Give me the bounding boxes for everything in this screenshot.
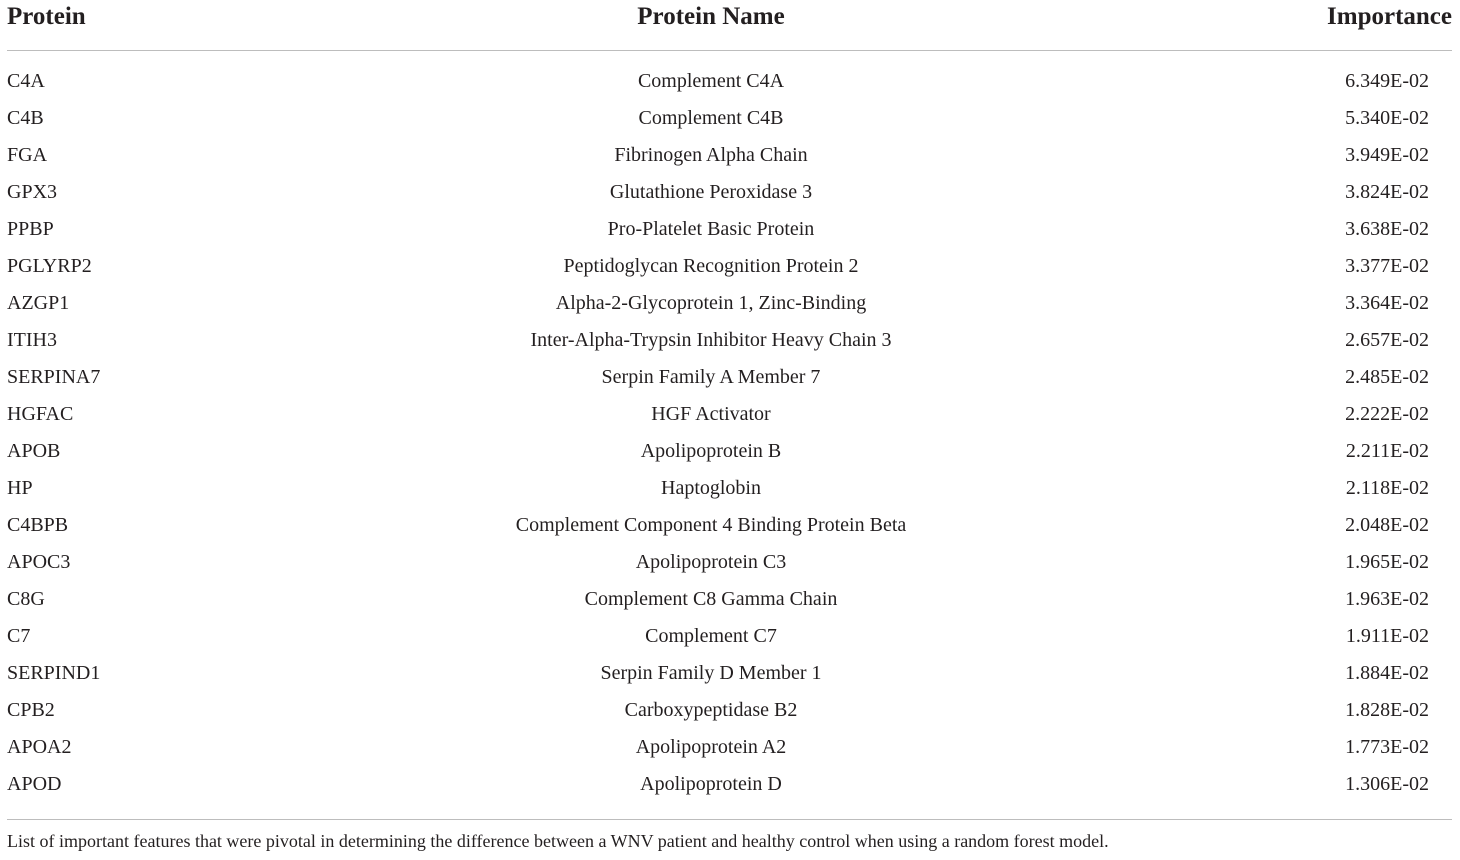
table-row [0,434,1460,471]
protein-cell: C4B [7,107,44,129]
protein-cell: SERPINA7 [7,366,101,388]
table-row [0,730,1460,767]
protein-name-cell: Apolipoprotein B [640,440,782,462]
importance-cell: 2.211E-02 [1345,440,1429,462]
importance-cell: 1.911E-02 [1345,625,1429,647]
protein-name-cell: Carboxypeptidase B2 [624,699,798,721]
importance-cell: 2.048E-02 [1345,514,1429,536]
protein-name-cell: Complement C4A [637,70,785,92]
protein-cell: C4BPB [7,514,69,536]
protein-name-cell: Serpin Family A Member 7 [601,366,821,388]
protein-cell: APOB [7,440,61,462]
protein-name-cell: HGF Activator [651,403,771,425]
protein-cell: HP [7,477,33,499]
protein-name-cell: Complement C7 [645,625,777,647]
importance-cell: 2.118E-02 [1345,477,1429,499]
protein-cell: APOC3 [7,551,71,573]
table-header [0,0,1460,36]
protein-cell: APOA2 [7,736,72,758]
protein-name-cell: Peptidoglycan Recognition Protein 2 [563,255,859,277]
importance-cell: 1.773E-02 [1345,736,1429,758]
column-header-protein-name: Protein Name [637,3,785,30]
table-row [0,101,1460,138]
importance-cell: 3.638E-02 [1345,218,1429,240]
table-row [0,323,1460,360]
protein-cell: AZGP1 [7,292,70,314]
importance-cell: 3.824E-02 [1345,181,1429,203]
importance-cell: 5.340E-02 [1345,107,1429,129]
table-row [0,545,1460,582]
protein-name-cell: Pro-Platelet Basic Protein [607,218,815,240]
protein-cell: GPX3 [7,181,58,203]
protein-cell: PGLYRP2 [7,255,92,277]
table-row [0,767,1460,804]
table-row [0,138,1460,175]
importance-cell: 2.485E-02 [1345,366,1429,388]
table-caption: List of important features that were pivotal in determining the difference between a WNV patient and healthy control when using a random forest model. [7,831,1109,851]
importance-cell: 1.963E-02 [1345,588,1429,610]
table-row [0,286,1460,323]
table-row [0,508,1460,545]
protein-name-cell: Inter-Alpha-Trypsin Inhibitor Heavy Chain 3 [530,329,892,351]
table-row [0,619,1460,656]
table-row [0,471,1460,508]
protein-name-cell: Alpha-2-Glycoprotein 1, Zinc-Binding [555,292,867,314]
table-row [0,64,1460,101]
table-row [0,397,1460,434]
table-row [0,212,1460,249]
importance-cell: 1.884E-02 [1345,662,1429,684]
importance-cell: 3.377E-02 [1345,255,1429,277]
protein-cell: ITIH3 [7,329,57,351]
table-row [0,693,1460,730]
protein-cell: FGA [7,144,48,166]
importance-cell: 6.349E-02 [1345,70,1429,92]
table-row [0,582,1460,619]
importance-cell: 3.364E-02 [1345,292,1429,314]
protein-name-cell: Apolipoprotein C3 [635,551,787,573]
protein-name-cell: Complement Component 4 Binding Protein Beta [515,514,907,536]
protein-cell: PPBP [7,218,54,240]
protein-cell: C4A [7,70,45,92]
protein-cell: C7 [7,625,31,647]
protein-name-cell: Glutathione Peroxidase 3 [609,181,813,203]
importance-cell: 3.949E-02 [1345,144,1429,166]
protein-name-cell: Haptoglobin [661,477,761,499]
importance-cell: 1.965E-02 [1345,551,1429,573]
importance-cell: 1.306E-02 [1345,773,1429,795]
column-header-protein: Protein [7,3,86,30]
table-row [0,175,1460,212]
importance-cell: 1.828E-02 [1345,699,1429,721]
table-row [0,656,1460,693]
table-body [0,64,1460,804]
protein-name-cell: Complement C4B [638,107,784,129]
protein-cell: HGFAC [7,403,74,425]
protein-name-cell: Apolipoprotein A2 [635,736,787,758]
protein-name-cell: Complement C8 Gamma Chain [584,588,838,610]
protein-name-cell: Serpin Family D Member 1 [600,662,822,684]
column-header-importance: Importance [1327,3,1452,30]
protein-cell: CPB2 [7,699,55,721]
protein-cell: SERPIND1 [7,662,101,684]
header-divider [7,50,1452,51]
importance-cell: 2.222E-02 [1345,403,1429,425]
footer-divider [7,819,1452,820]
protein-name-cell: Fibrinogen Alpha Chain [614,144,808,166]
protein-cell: APOD [7,773,62,795]
protein-name-cell: Apolipoprotein D [640,773,782,795]
importance-cell: 2.657E-02 [1345,329,1429,351]
table-row [0,360,1460,397]
table-row [0,249,1460,286]
protein-cell: C8G [7,588,45,610]
